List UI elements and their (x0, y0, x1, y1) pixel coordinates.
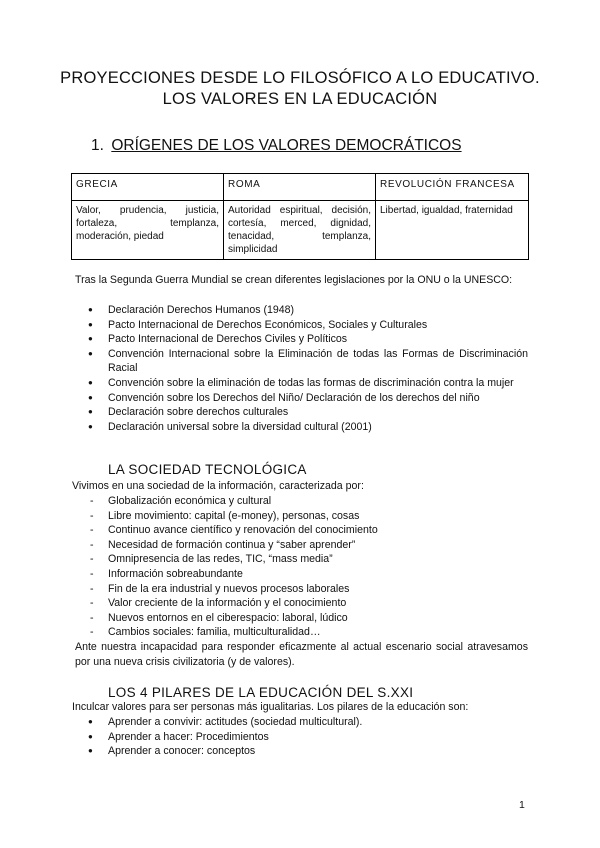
table-row (72, 201, 529, 260)
table-cell: Valor, prudencia, justicia, fortaleza, templanza, moderación, piedad (72, 201, 224, 260)
legislation-list (88, 303, 528, 434)
list-item: - Necesidad de formación continua y “saber aprender” (90, 538, 520, 553)
list-item: - Fin de la era industrial y nuevos procesos laborales (90, 582, 520, 597)
section-number: 1. (91, 137, 104, 154)
list-item: ● Declaración universal sobre la diversidad cultural (2001) (88, 420, 528, 435)
values-table (71, 173, 529, 260)
list-item: - Continuo avance científico y renovación del conocimiento (90, 523, 520, 538)
list-item: ● Declaración Derechos Humanos (1948) (88, 303, 528, 318)
pillars-list (88, 715, 528, 759)
tech-closing: Ante nuestra incapacidad para responder eficazmente al actual escenario social atravesamos por una nueva crisis civilizatoria (y de valores). (75, 641, 528, 668)
section-heading-pillars: LOS 4 PILARES DE LA EDUCACIÓN DEL S.XXI (108, 685, 414, 700)
table-cell: Autoridad espiritual, decisión, cortesía, merced, dignidad, tenacidad, templanza, simplicidad (224, 201, 376, 260)
table-cell: Libertad, igualdad, fraternidad (376, 201, 529, 260)
list-item: ● Aprender a conocer: conceptos (88, 744, 528, 759)
list-item: - Globalización económica y cultural (90, 494, 520, 509)
table-header: ROMA (224, 174, 376, 201)
intro-paragraph: Tras la Segunda Guerra Mundial se crean diferentes legislaciones por la ONU o la UNESCO: (75, 274, 513, 286)
list-item: ● Declaración sobre derechos culturales (88, 405, 528, 420)
list-item: - Nuevos entornos en el ciberespacio: laboral, lúdico (90, 611, 520, 626)
list-item: ● Aprender a hacer: Procedimientos (88, 730, 528, 745)
table-header: GRECIA (72, 174, 224, 201)
pillars-intro: Inculcar valores para ser personas más igualitarias. Los pilares de la educación son: (72, 701, 469, 713)
list-item: - Información sobreabundante (90, 567, 520, 582)
list-item: ● Convención Internacional sobre la Eliminación de todas las Formas de Discriminación Racial (88, 347, 528, 376)
section-heading-origins (91, 137, 462, 155)
section-title: ORÍGENES DE LOS VALORES DEMOCRÁTICOS (111, 137, 462, 154)
section-heading-tech: LA SOCIEDAD TECNOLÓGICA (108, 462, 307, 477)
list-item: - Valor creciente de la información y el conocimiento (90, 596, 520, 611)
list-item: - Omnipresencia de las redes, TIC, “mass media” (90, 552, 520, 567)
list-item: ● Aprender a convivir: actitudes (sociedad multicultural). (88, 715, 528, 730)
table-header-row (72, 174, 529, 201)
list-item: ● Convención sobre los Derechos del Niño/ Declaración de los derechos del niño (88, 391, 528, 406)
list-item: - Libre movimiento: capital (e-money), personas, cosas (90, 509, 520, 524)
document-title: PROYECCIONES DESDE LO FILOSÓFICO A LO EDUCATIVO. LOS VALORES EN LA EDUCACIÓN (60, 69, 540, 108)
list-item: ● Convención sobre la eliminación de todas las formas de discriminación contra la mujer (88, 376, 528, 391)
tech-intro: Vivimos en una sociedad de la información, caracterizada por: (72, 480, 364, 492)
list-item: ● Pacto Internacional de Derechos Económicos, Sociales y Culturales (88, 318, 528, 333)
list-item: ● Pacto Internacional de Derechos Civiles y Políticos (88, 332, 528, 347)
table-header: REVOLUCIÓN FRANCESA (376, 174, 529, 201)
list-item: - Cambios sociales: familia, multiculturalidad… (90, 625, 520, 640)
page-number: 1 (519, 799, 525, 811)
tech-list (90, 494, 520, 640)
